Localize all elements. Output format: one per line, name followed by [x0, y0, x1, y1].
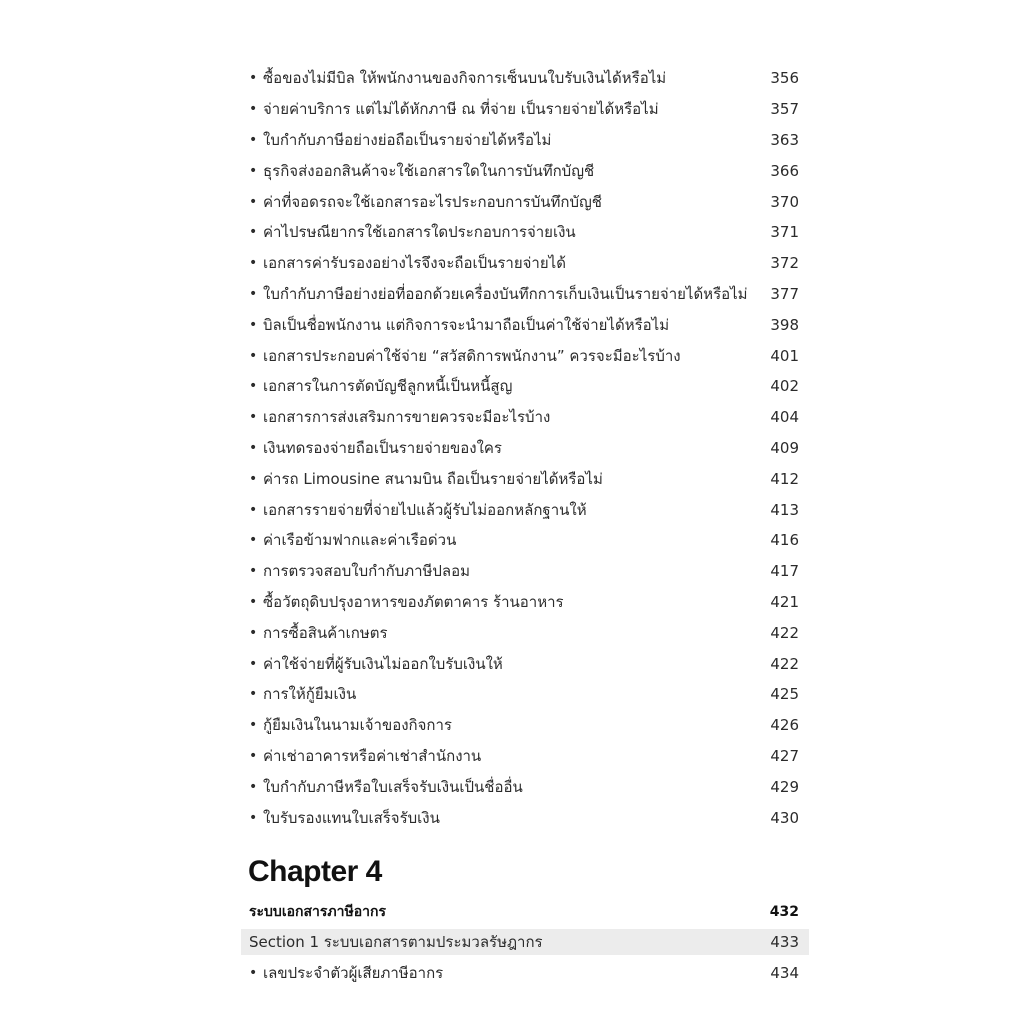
- toc-entry-page: 425: [770, 685, 799, 704]
- toc-entry: [249, 248, 809, 279]
- bullet-icon: •: [249, 532, 258, 549]
- toc-entry: [249, 556, 809, 587]
- toc-entry: [249, 279, 809, 310]
- bullet-icon: •: [249, 193, 258, 210]
- toc-entry-page: 427: [770, 746, 799, 765]
- toc-entry-text: ใบกำกับภาษีอย่างย่อถือเป็นรายจ่ายได้หรือไม่: [263, 130, 552, 149]
- toc-entry-text: ใบกำกับภาษีหรือใบเสร็จรับเงินเป็นชื่ออื่น: [263, 777, 523, 796]
- toc-entry: [249, 94, 809, 125]
- toc-entry: [249, 958, 809, 989]
- toc-entry: [249, 402, 809, 433]
- toc-entry-text: เอกสารในการตัดบัญชีลูกหนี้เป็นหนี้สูญ: [263, 377, 513, 396]
- toc-entry-page: 417: [770, 562, 799, 581]
- bullet-icon: •: [249, 439, 258, 456]
- toc-entry-text: ซื้อของไม่มีบิล ให้พนักงานของกิจการเซ็นบนใบรับเงินได้หรือไม่: [263, 69, 667, 88]
- toc-entry: [249, 679, 809, 710]
- bullet-icon: •: [249, 70, 258, 87]
- chapter-title: Chapter 4: [248, 855, 382, 888]
- toc-entry-text: ธุรกิจส่งออกสินค้าจะใช้เอกสารใดในการบันทึกบัญชี: [263, 161, 595, 180]
- toc-entry-page: 370: [770, 192, 799, 211]
- toc-entry-text: ค่ารถ Limousine สนามบิน ถือเป็นรายจ่ายได้หรือไม่: [263, 469, 603, 488]
- bullet-icon: •: [249, 809, 258, 826]
- bullet-icon: •: [249, 624, 258, 641]
- toc-entry-text: กู้ยืมเงินในนามเจ้าของกิจการ: [263, 716, 452, 735]
- bullet-icon: •: [249, 255, 258, 272]
- toc-entry-text: เอกสารการส่งเสริมการขายควรจะมีอะไรบ้าง: [263, 408, 551, 427]
- bullet-icon: •: [249, 686, 258, 703]
- chapter-subtitle: ระบบเอกสารภาษีอากร: [249, 904, 386, 920]
- chapter-subtitle-page: 432: [769, 904, 799, 920]
- toc-entry-page: 409: [770, 438, 799, 457]
- section-page: 433: [770, 933, 799, 951]
- toc-entry-text: ค่าที่จอดรถจะใช้เอกสารอะไรประกอบการบันทึกบัญชี: [263, 192, 602, 211]
- section-title: Section 1 ระบบเอกสารตามประมวลรัษฎากร: [249, 933, 543, 951]
- toc-entry-text: ค่าเช่าอาคารหรือค่าเช่าสำนักงาน: [263, 746, 482, 765]
- toc-entry-page: 402: [770, 377, 799, 396]
- bullet-icon: •: [249, 563, 258, 580]
- bullet-icon: •: [249, 378, 258, 395]
- toc-entry-page: 377: [770, 284, 799, 303]
- section-row: [241, 929, 809, 955]
- bullet-icon: •: [249, 316, 258, 333]
- toc-entry-page: 422: [770, 623, 799, 642]
- toc-entry-text: การให้กู้ยืมเงิน: [263, 685, 357, 704]
- toc-entry-page: 357: [770, 100, 799, 119]
- toc-entry: [249, 125, 809, 156]
- toc-entry: [249, 525, 809, 556]
- toc-entry: [249, 741, 809, 772]
- toc-entry: [249, 802, 809, 833]
- toc-entry: [249, 587, 809, 618]
- toc-entry: [249, 494, 809, 525]
- bullet-icon: •: [249, 593, 258, 610]
- toc-entry-text: ใบกำกับภาษีอย่างย่อที่ออกด้วยเครื่องบันทึกการเก็บเงินเป็นรายจ่ายได้หรือไม่: [263, 284, 748, 303]
- chapter-first-entry: [249, 958, 809, 989]
- toc-entry-page: 371: [770, 223, 799, 242]
- toc-entry-page: 413: [770, 500, 799, 519]
- toc-entry: [249, 463, 809, 494]
- toc-entry-text: ซื้อวัตถุดิบปรุงอาหารของภัตตาคาร ร้านอาหาร: [263, 592, 564, 611]
- toc-entry-page: 401: [770, 346, 799, 365]
- toc-entry-page: 356: [770, 69, 799, 88]
- toc-entry-text: การตรวจสอบใบกำกับภาษีปลอม: [263, 562, 471, 581]
- bullet-icon: •: [249, 101, 258, 118]
- toc-entry-text: ค่าใช้จ่ายที่ผู้รับเงินไม่ออกใบรับเงินให้: [263, 654, 503, 673]
- toc-list: [249, 63, 809, 833]
- toc-entry-text: เอกสารประกอบค่าใช้จ่าย “สวัสดิการพนักงาน” ควรจะมีอะไรบ้าง: [263, 346, 681, 365]
- toc-entry: [249, 648, 809, 679]
- toc-entry: [249, 63, 809, 94]
- toc-entry: [249, 433, 809, 464]
- bullet-icon: •: [249, 717, 258, 734]
- bullet-icon: •: [249, 409, 258, 426]
- toc-entry-page: 372: [770, 254, 799, 273]
- toc-entry-page: 422: [770, 654, 799, 673]
- bullet-icon: •: [249, 965, 258, 982]
- toc-entry: [249, 617, 809, 648]
- toc-entry-page: 430: [770, 808, 799, 827]
- toc-entry-text: จ่ายค่าบริการ แต่ไม่ได้หักภาษี ณ ที่จ่าย เป็นรายจ่ายได้หรือไม่: [263, 100, 659, 119]
- toc-entry-page: 404: [770, 408, 799, 427]
- toc-entry-text: ใบรับรองแทนใบเสร็จรับเงิน: [263, 808, 440, 827]
- toc-entry-page: 412: [770, 469, 799, 488]
- toc-entry-text: เอกสารค่ารับรองอย่างไรจึงจะถือเป็นรายจ่ายได้: [263, 254, 566, 273]
- toc-entry: [249, 371, 809, 402]
- chapter-subtitle-row: [249, 898, 809, 926]
- bullet-icon: •: [249, 131, 258, 148]
- bullet-icon: •: [249, 501, 258, 518]
- bullet-icon: •: [249, 347, 258, 364]
- toc-entry-page: 398: [770, 315, 799, 334]
- bullet-icon: •: [249, 224, 258, 241]
- toc-entry: [249, 771, 809, 802]
- toc-entry-page: 421: [770, 592, 799, 611]
- toc-entry-text: การซื้อสินค้าเกษตร: [263, 623, 388, 642]
- toc-entry: [249, 186, 809, 217]
- toc-entry: [249, 710, 809, 741]
- bullet-icon: •: [249, 655, 258, 672]
- toc-entry-page: 429: [770, 777, 799, 796]
- toc-entry: [249, 309, 809, 340]
- toc-entry-text: เอกสารรายจ่ายที่จ่ายไปแล้วผู้รับไม่ออกหลักฐานให้: [263, 500, 587, 519]
- toc-entry-text: ค่าเรือข้ามฟากและค่าเรือด่วน: [263, 531, 457, 550]
- toc-entry-page: 363: [770, 130, 799, 149]
- toc-entry-page: 434: [770, 964, 799, 983]
- bullet-icon: •: [249, 470, 258, 487]
- toc-entry-page: 416: [770, 531, 799, 550]
- toc-entry-page: 426: [770, 716, 799, 735]
- toc-entry: [249, 155, 809, 186]
- toc-entry: [249, 340, 809, 371]
- bullet-icon: •: [249, 747, 258, 764]
- bullet-icon: •: [249, 162, 258, 179]
- toc-entry-text: เลขประจำตัวผู้เสียภาษีอากร: [263, 964, 444, 983]
- toc-entry-text: ค่าไปรษณียากรใช้เอกสารใดประกอบการจ่ายเงิน: [263, 223, 576, 242]
- toc-entry-text: เงินทดรองจ่ายถือเป็นรายจ่ายของใคร: [263, 438, 502, 457]
- bullet-icon: •: [249, 778, 258, 795]
- toc-entry-page: 366: [770, 161, 799, 180]
- toc-entry-text: บิลเป็นชื่อพนักงาน แต่กิจการจะนำมาถือเป็นค่าใช้จ่ายได้หรือไม่: [263, 315, 670, 334]
- bullet-icon: •: [249, 285, 258, 302]
- toc-entry: [249, 217, 809, 248]
